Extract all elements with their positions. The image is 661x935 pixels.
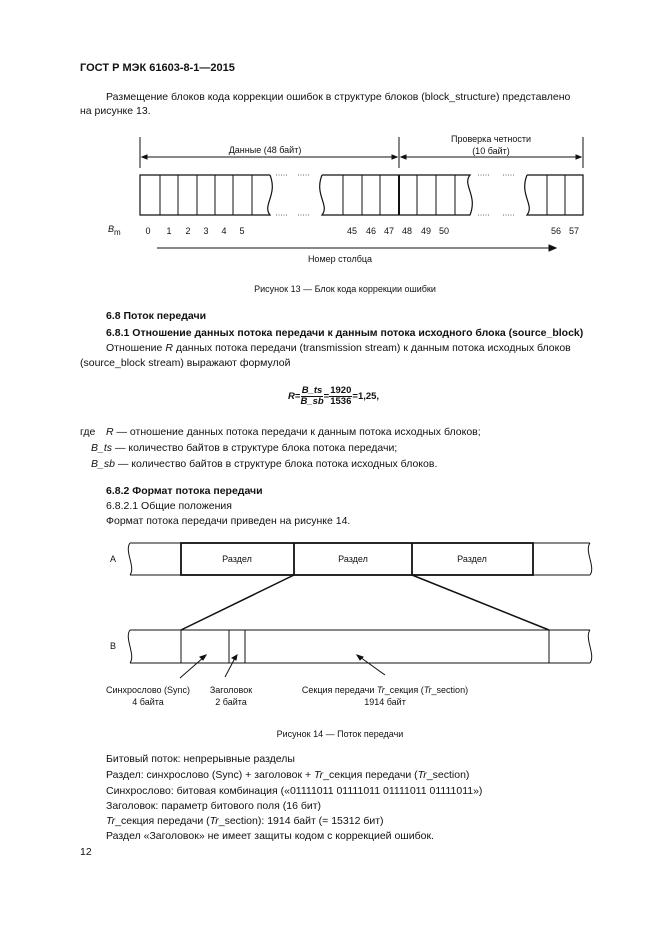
column-number: 46 xyxy=(365,226,377,236)
section-label: Раздел xyxy=(222,554,252,564)
def-line: Синхрослово: битовая комбинация («01111011 01111011 01111011 01111011») xyxy=(106,785,483,797)
formula-denominator-1: B_sb xyxy=(300,396,324,407)
column-number: 48 xyxy=(401,226,413,236)
formula-numerator-1: B_ts xyxy=(301,385,323,396)
data-bytes-label: Данные (48 байт) xyxy=(228,145,302,155)
where-item: B_ts — количество байтов в структуре блока потока передачи; xyxy=(91,442,398,454)
column-number: 47 xyxy=(383,226,395,236)
row-b-label: B xyxy=(110,641,117,651)
page-number: 12 xyxy=(80,846,92,858)
intro-line-1: Размещение блоков кода коррекции ошибок в структуре блоков (block_structure) представлено xyxy=(106,91,571,103)
column-numbers xyxy=(145,226,579,236)
section-6-8-2-1-title: 6.8.2.1 Общие положения xyxy=(106,500,232,512)
formula-result: 1,25, xyxy=(357,391,380,402)
formula-denominator-2: 1536 xyxy=(330,396,352,407)
column-number: 2 xyxy=(185,226,191,236)
row-a-label: A xyxy=(110,554,117,564)
def-line: Заголовок: параметр битового поля (16 бит) xyxy=(106,800,322,812)
column-number: 45 xyxy=(346,226,358,236)
formula-numerator-2: 1920 xyxy=(330,385,352,396)
column-number: 57 xyxy=(568,226,580,236)
column-number: 0 xyxy=(145,226,151,236)
column-number: 3 xyxy=(203,226,209,236)
tr-section-size: 1914 байт xyxy=(364,697,406,707)
def-line: Битовый поток: непрерывные разделы xyxy=(106,753,295,765)
section-6-8-1-para-2: (source_block stream) выражают формулой xyxy=(80,357,291,369)
formula-lhs: R xyxy=(288,391,295,402)
def-line: Раздел: синхрослово (Sync) + заголовок + Tr_секция передачи (Tr_section) xyxy=(106,769,470,781)
tr-section-label: Секция передачи Tr_секция (Tr_section) xyxy=(301,685,469,695)
def-line: Tr_секция передачи (Tr_section): 1914 байт (= 15312 бит) xyxy=(106,815,384,827)
column-number: 50 xyxy=(438,226,450,236)
where-item: R — отношение данных потока передачи к данным потока исходных блоков; xyxy=(106,426,481,438)
column-number: 5 xyxy=(239,226,245,236)
header-label: Заголовок xyxy=(209,685,253,695)
parity-label-1: Проверка четности xyxy=(451,134,531,144)
section-label: Раздел xyxy=(338,554,368,564)
where-intro: где xyxy=(80,426,96,438)
section-label: Раздел xyxy=(457,554,487,564)
figure-14-caption: Рисунок 14 — Поток передачи xyxy=(276,729,404,739)
section-6-8-2-title: 6.8.2 Формат потока передачи xyxy=(106,485,263,497)
column-number: 49 xyxy=(420,226,432,236)
parity-label-2: (10 байт) xyxy=(472,146,510,156)
section-6-8-1-para-1: Отношение R данных потока передачи (transmission stream) к данным потока исходных блоков xyxy=(106,342,571,354)
header-size: 2 байта xyxy=(215,697,247,707)
column-number: 56 xyxy=(550,226,562,236)
column-number: 1 xyxy=(166,226,172,236)
column-number: 4 xyxy=(221,226,227,236)
section-6-8-title: 6.8 Поток передачи xyxy=(106,310,207,322)
figure-13-caption: Рисунок 13 — Блок кода коррекции ошибки xyxy=(254,284,436,294)
sync-label: Синхрослово (Sync) xyxy=(105,685,191,695)
row-label-bm: Bm xyxy=(108,224,121,237)
intro-line-2: на рисунке 13. xyxy=(80,105,151,117)
document-header: ГОСТ Р МЭК 61603-8-1—2015 xyxy=(80,62,235,74)
where-item: B_sb — количество байтов в структуре блока потока исходных блоков. xyxy=(91,458,438,470)
section-6-8-2-para: Формат потока передачи приведен на рисунке 14. xyxy=(106,515,351,527)
column-axis-label: Номер столбца xyxy=(307,254,373,264)
def-line: Раздел «Заголовок» не имеет защиты кодом с коррекцией ошибок. xyxy=(106,830,434,842)
section-6-8-1-title: 6.8.1 Отношение данных потока передачи к данным потока исходного блока (source_block) xyxy=(106,327,584,339)
sync-size: 4 байта xyxy=(132,697,164,707)
ratio-formula: R = $\frac{B\_ts}{B\_sb}$ = $\frac{1920}{1536}$ = 1,25, xyxy=(288,385,380,407)
